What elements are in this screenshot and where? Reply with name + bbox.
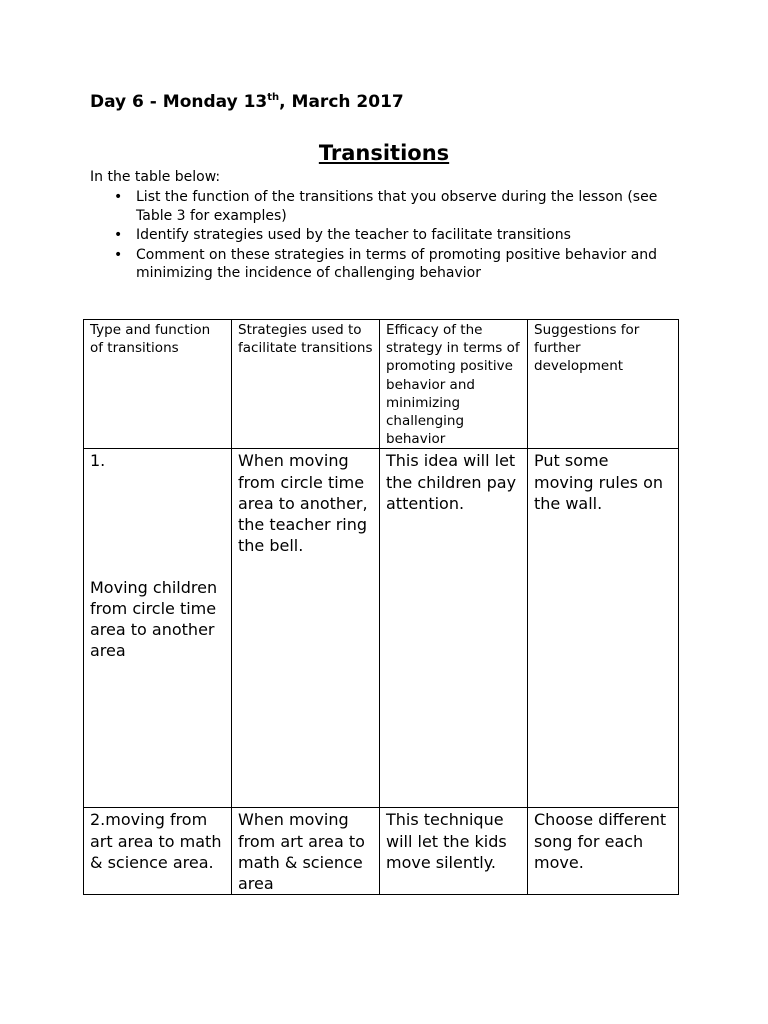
suggestion-cell: Put some moving rules on the wall. <box>528 449 679 808</box>
row-number: 1. <box>90 451 106 471</box>
instruction-item <box>112 246 692 283</box>
strategy-cell: When moving from circle time area to another, the teacher ring the bell. <box>232 449 380 808</box>
instruction-item <box>112 188 692 225</box>
header-suggestions: Suggestions for further development <box>528 320 679 449</box>
table-header-row <box>84 320 679 449</box>
instruction-item <box>112 226 692 245</box>
bullet-icon: • <box>114 246 123 263</box>
header-strategies: Strategies used to facilitate transitions <box>232 320 380 449</box>
cell-spacer <box>90 472 226 577</box>
efficacy-cell: This idea will let the children pay attention. <box>380 449 528 808</box>
header-type-function: Type and function of transitions <box>84 320 232 449</box>
day-heading <box>90 92 404 112</box>
heading-superscript: th <box>267 92 280 103</box>
heading-suffix: , March 2017 <box>279 92 404 112</box>
type-cell <box>84 449 232 808</box>
strategy-cell: When moving from art area to math & science area <box>232 808 380 895</box>
transitions-table <box>83 319 679 895</box>
instruction-text: List the function of the transitions that you observe during the lesson (see Table 3 for examples) <box>136 189 658 224</box>
instruction-text: Identify strategies used by the teacher to facilitate transitions <box>136 227 571 243</box>
heading-prefix: Day 6 - Monday 13 <box>90 92 268 112</box>
instruction-list <box>112 188 692 284</box>
table-row <box>84 449 679 808</box>
intro-text: In the table below: <box>90 169 221 185</box>
type-cell: 2.moving from art area to math & science area. <box>84 808 232 895</box>
bullet-icon: • <box>114 227 123 243</box>
instruction-text: Comment on these strategies in terms of promoting positive behavior and minimizing the incidence of challenging behavior <box>136 246 658 281</box>
suggestion-cell: Choose different song for each move. <box>528 808 679 895</box>
type-text: Moving children from circle time area to another area <box>90 577 218 661</box>
efficacy-cell: This technique will let the kids move silently. <box>380 808 528 895</box>
document-title: Transitions <box>318 141 450 165</box>
table-row <box>84 808 679 895</box>
bullet-icon: • <box>114 189 123 205</box>
header-efficacy: Efficacy of the strategy in terms of promoting positive behavior and minimizing challenging behavior <box>380 320 528 449</box>
